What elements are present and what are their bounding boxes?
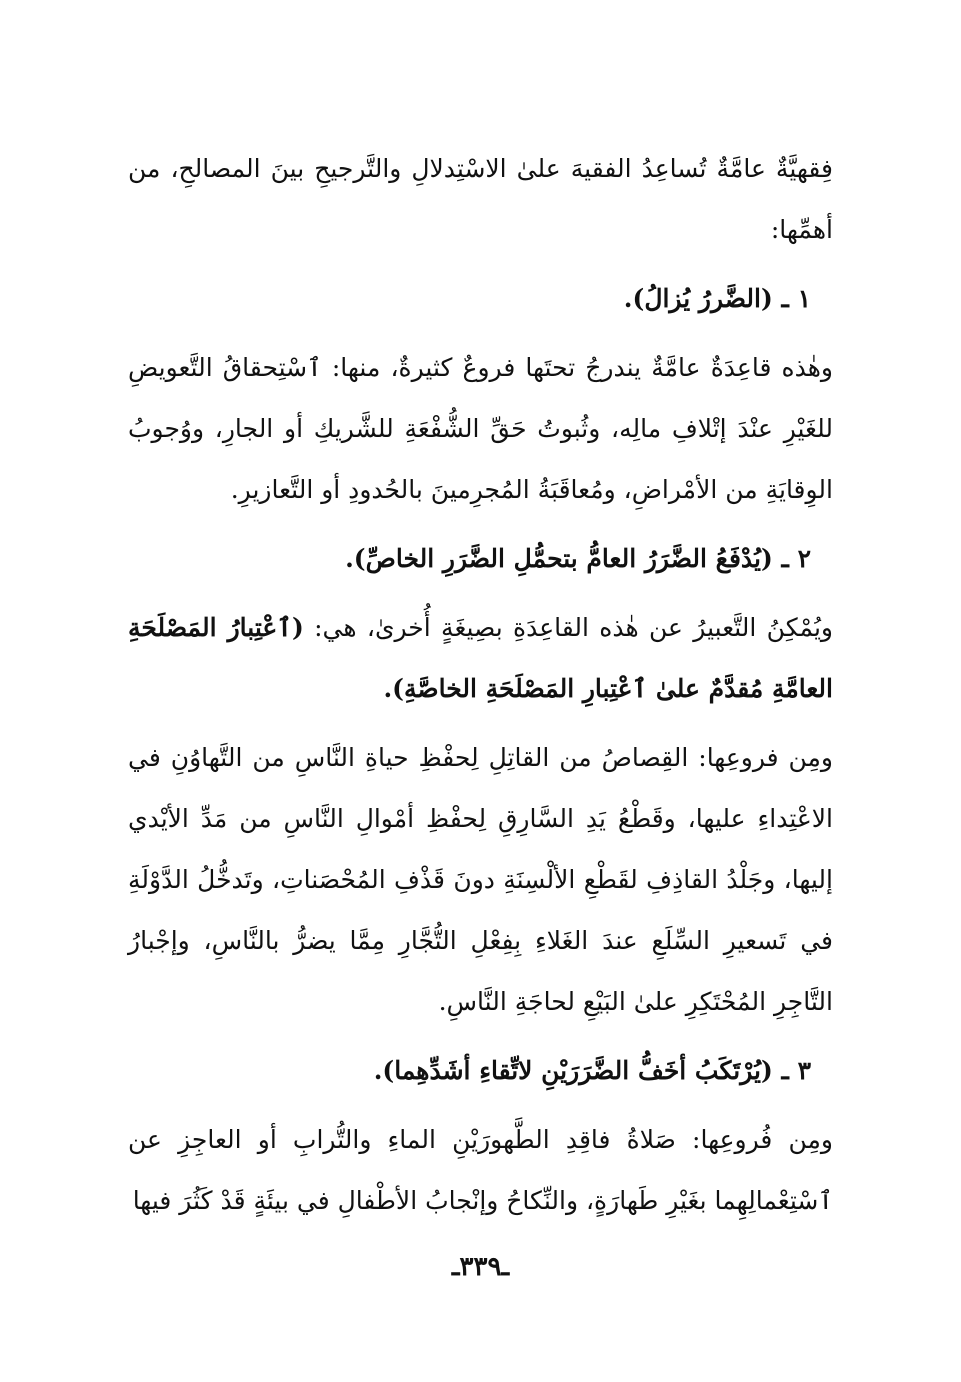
paragraph-intro-continuation: فِقهيَّةٌ عامَّةٌ تُساعِدُ الفقيهَ علىٰ الاسْتِدلالِ والتَّرجيحِ بينَ المصالحِ، من أهمِّها: xyxy=(128,154,833,244)
rule-heading-2: ٢ ـ (يُدْفَعُ الضَّرَرُ العامُّ بتحمُّلِ الضَّرَرِ الخاصِّ). xyxy=(345,544,811,573)
paragraph-rule-3-branches: ومِن فُروعِها: صَلاةُ فاقِدِ الطَّهورَيْنِ الماءِ والتُّرابِ أو العاجِزِ عن ٱسْتِعْمالِهِما بغَيْرِ طَهارَةٍ، والنِّكاحُ وإنْجابُ الأطْفالِ في بيئَةٍ قَدْ كَثُرَ فيها xyxy=(128,1125,833,1215)
rephrased-rule-text: (ٱعْتِبارُ المَصْلَحَةِ العامَّةِ مُقدَّمٌ علىٰ ٱعْتِبارِ المَصْلَحَةِ الخاصَّةِ). xyxy=(128,613,833,703)
page-number: ـ٣٣٩ـ xyxy=(451,1252,510,1282)
paragraph-rule-1-explanation: وهٰذه قاعِدَةٌ عامَّةٌ يندرجُ تحتَها فروعٌ كثيرةٌ، منها: ٱسْتِحقاقُ التَّعويضِ للغَيْرِ عنْدَ إتْلافِ مالِه، وثُبوتُ حَقِّ الشُّفْعَةِ للشَّريكِ أو الجارِ، ووُجوبُ الوِقايَةِ من الأمْراضِ، ومُعاقَبَةُ المُجرِمينَ بالحُدودِ أو التَّعازيرِ. xyxy=(128,353,833,504)
rule-heading-1: ١ ـ (الضَّررُ يُزالُ). xyxy=(623,284,811,313)
paragraph-rule-2-branches: ومِن فروعِها: القِصاصُ من القاتِلِ لِحفْظِ حياةِ النَّاسِ من التَّهاوُنِ في الاعْتِداءِ عليها، وقَطْعُ يَدِ السَّارِقِ لِحفْظِ أمْوالِ النَّاسِ من مَدِّ الأيْدي إليها، وجَلْدُ القاذِفِ لقَطْعِ الألْسِنَةِ دونَ قَذْفِ المُحْصَناتِ، وتَدخُّلُ الدَّوْلَةِ في تَسعيرِ السِّلَعِ عندَ الغَلاءِ بِفِعْلِ التُّجَّارِ مِمَّا يضرُّ بالنَّاسِ، وإجْبارُ التَّاجِرِ المُحْتَكِرِ علىٰ البَيْعِ لحاجَةِ النَّاسِ. xyxy=(128,743,833,1016)
page-text-block xyxy=(128,138,833,1231)
rule-heading-3: ٣ ـ (يُرْتَكَبُ أخَفُّ الضَّرَرَيْنِ لاتِّقاءِ أشَدِّهِما). xyxy=(373,1056,811,1085)
rephrasing-intro-text: ويُمْكِنُ التَّعبيرُ عن هٰذه القاعِدَةِ بصِيغَةٍ أُخرىٰ، هي: xyxy=(303,613,834,642)
paragraph-rule-2-rephrasing xyxy=(128,597,833,719)
